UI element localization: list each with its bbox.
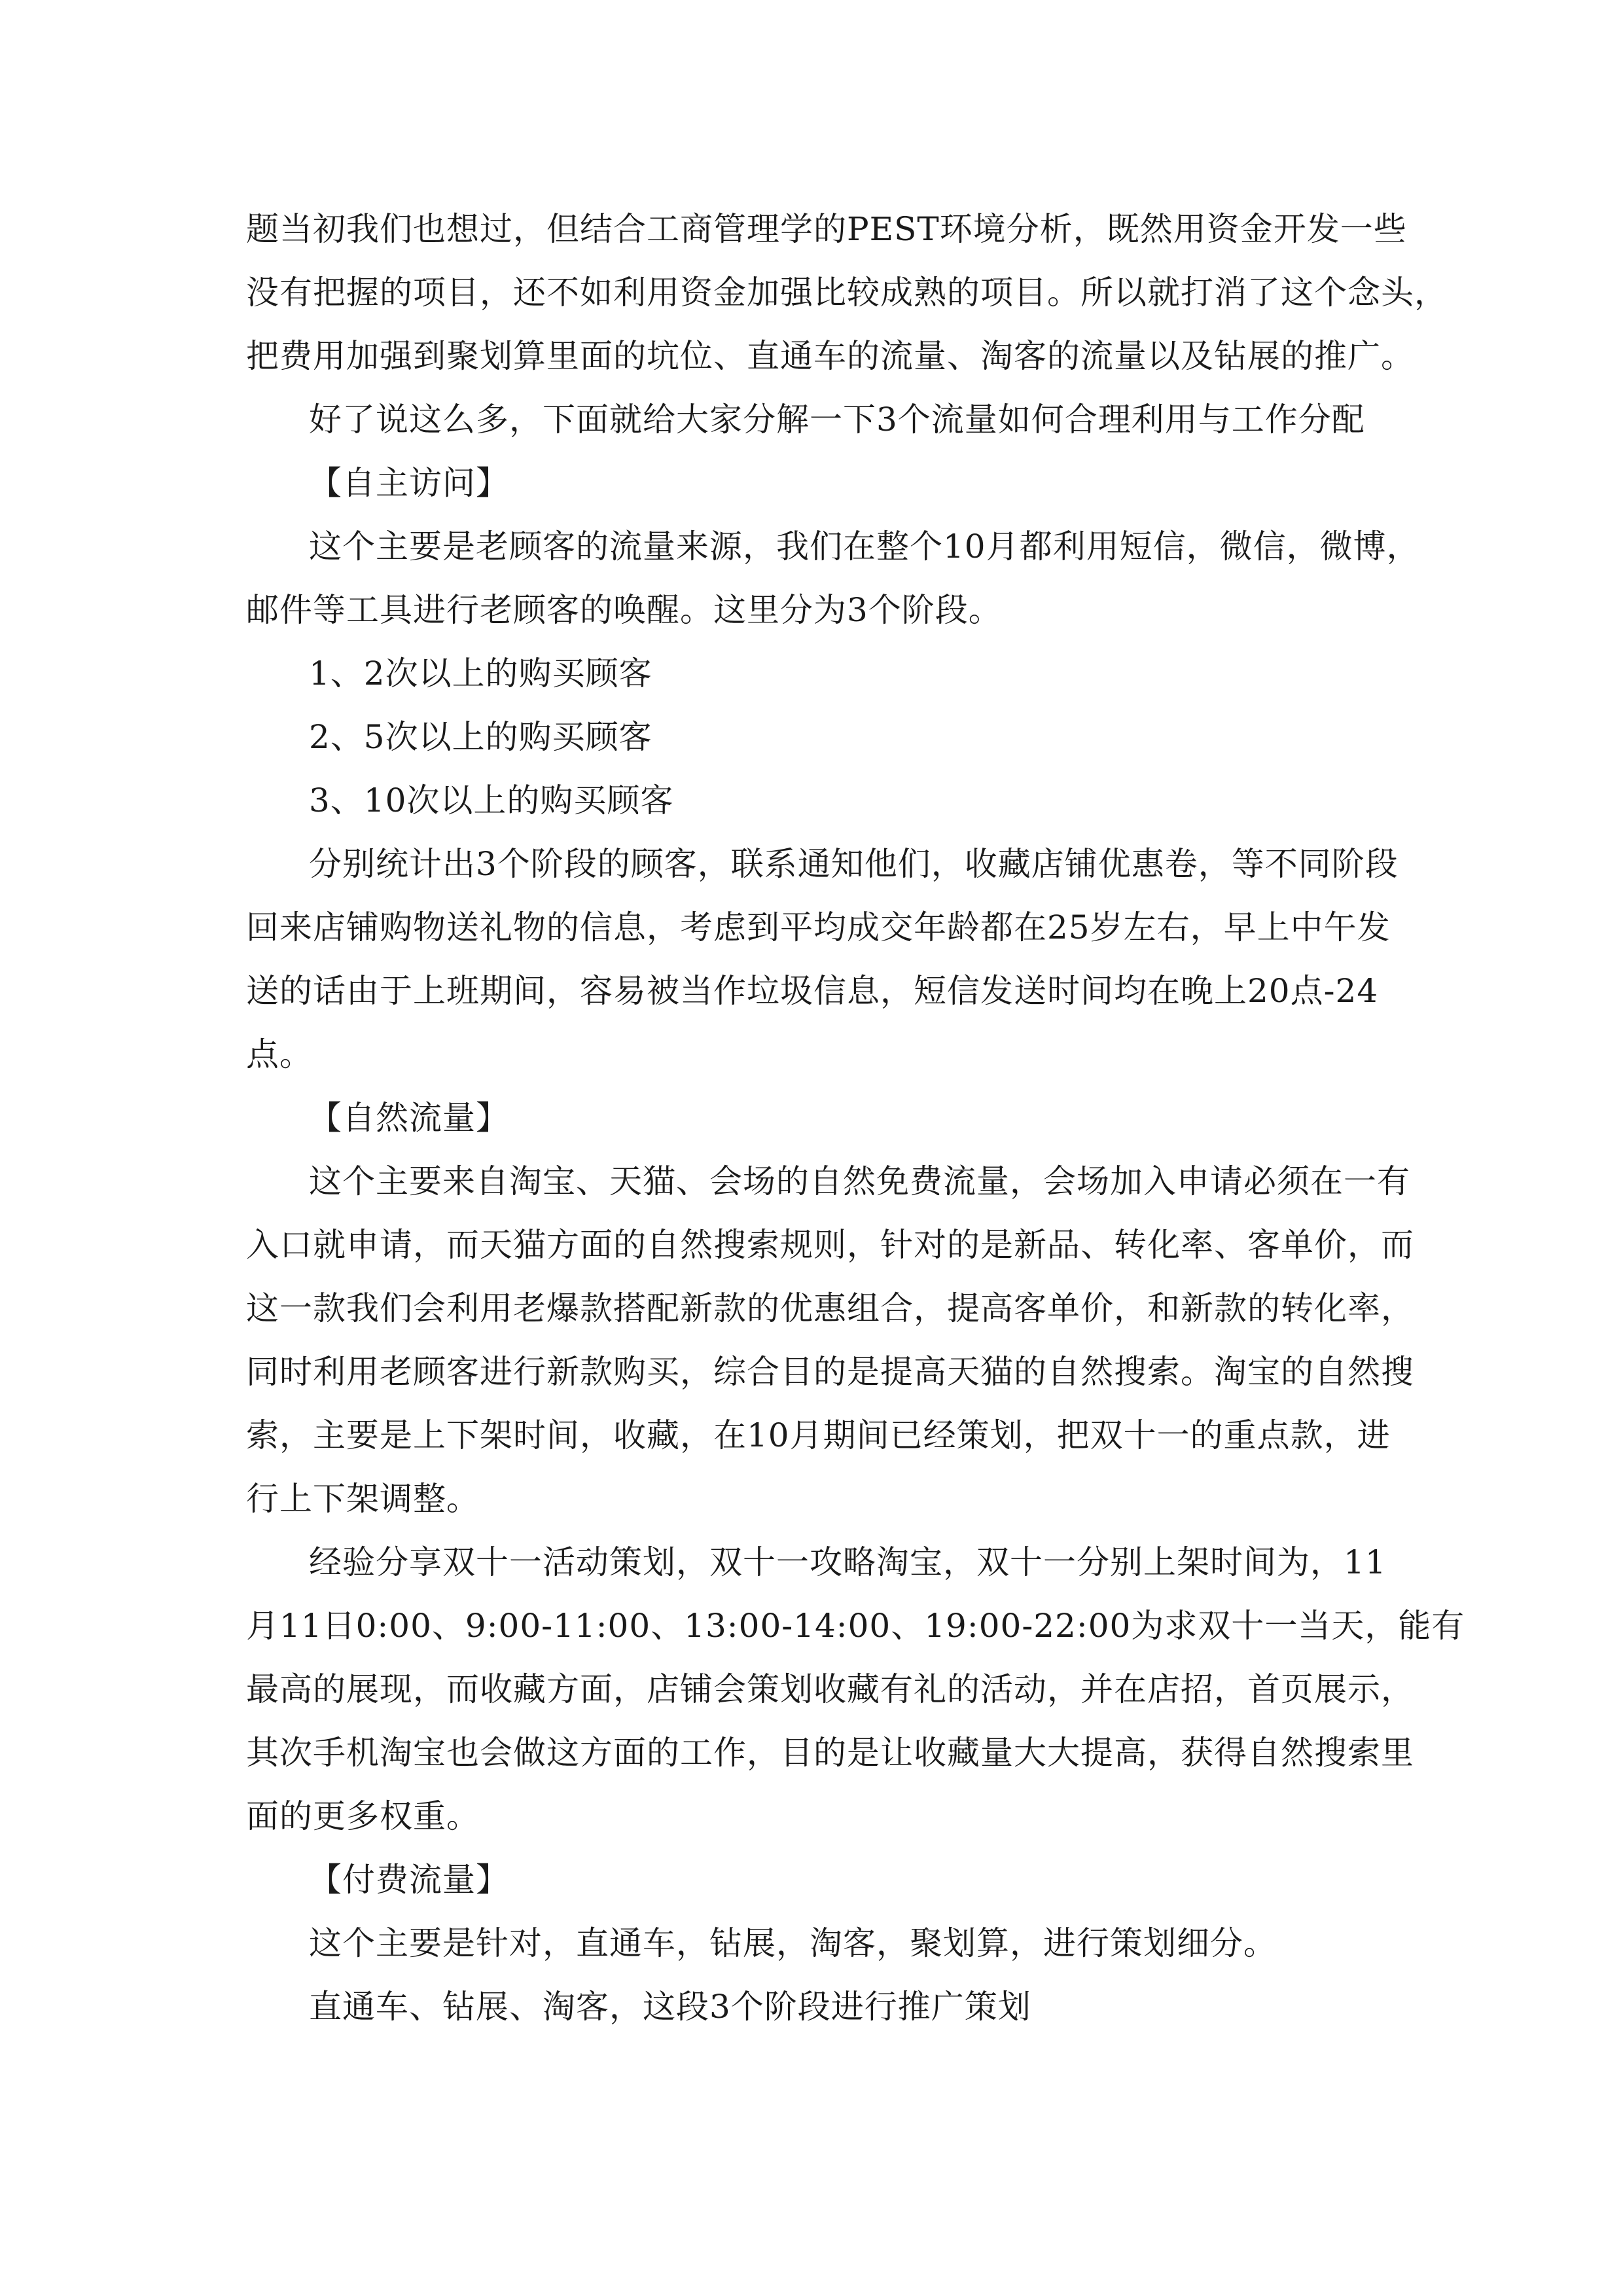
body-text-line: 把费用加强到聚划算里面的坑位、直通车的流量、淘客的流量以及钻展的推广。 [246,337,1414,375]
body-text-line: 直通车、钻展、淘客，这段3个阶段进行推广策划 [309,1988,1031,2026]
body-text-line: 没有把握的项目，还不如利用资金加强比较成熟的项目。所以就打消了这个念头， [246,274,1448,312]
body-text-line: 点。 [246,1035,313,1073]
body-text-line: 题当初我们也想过，但结合工商管理学的PEST环境分析，既然用资金开发一些 [246,210,1407,248]
body-text-line: 这个主要是老顾客的流量来源，我们在整个10月都利用短信，微信，微博， [309,528,1420,565]
body-text-line: 索，主要是上下架时间，收藏，在10月期间已经策划，把双十一的重点款，进 [246,1416,1391,1454]
section-heading-paid-traffic: 【付费流量】 [309,1861,509,1899]
body-text-line: 送的话由于上班期间，容易被当作垃圾信息，短信发送时间均在晚上20点-24 [246,972,1379,1010]
body-text-line: 这一款我们会利用老爆款搭配新款的优惠组合，提高客单价，和新款的转化率， [246,1289,1414,1327]
body-text-line: 其次手机淘宝也会做这方面的工作，目的是让收藏量大大提高，获得自然搜索里 [246,1734,1414,1772]
body-text-line: 入口就申请，而天猫方面的自然搜索规则，针对的是新品、转化率、客单价，而 [246,1226,1414,1264]
body-text-line: 这个主要来自淘宝、天猫、会场的自然免费流量，会场加入申请必须在一有 [309,1162,1410,1200]
list-item: 2、5次以上的购买顾客 [309,718,652,756]
body-text-line: 邮件等工具进行老顾客的唤醒。这里分为3个阶段。 [246,591,1002,629]
body-text-line: 好了说这么多，下面就给大家分解一下3个流量如何合理利用与工作分配 [309,401,1365,439]
body-text-line: 分别统计出3个阶段的顾客，联系通知他们，收藏店铺优惠卷，等不同阶段 [309,845,1399,883]
section-heading-direct-visit: 【自主访问】 [309,464,509,502]
list-item: 3、10次以上的购买顾客 [309,781,674,819]
list-item: 1、2次以上的购买顾客 [309,655,652,692]
body-text-line: 月11日0:00、9:00-11:00、13:00-14:00、19:00-22:00为求双十一当天，能有 [246,1607,1465,1645]
body-text-line: 同时利用老顾客进行新款购买，综合目的是提高天猫的自然搜索。淘宝的自然搜 [246,1353,1414,1391]
section-heading-natural-traffic: 【自然流量】 [309,1099,509,1137]
body-text-line: 这个主要是针对，直通车，钻展，淘客，聚划算，进行策划细分。 [309,1924,1277,1962]
body-text-line: 回来店铺购物送礼物的信息，考虑到平均成交年龄都在25岁左右，早上中午发 [246,908,1391,946]
body-text-line: 行上下架调整。 [246,1480,480,1518]
body-text-line: 经验分享双十一活动策划，双十一攻略淘宝，双十一分别上架时间为，11 [309,1543,1387,1581]
body-text-line: 面的更多权重。 [246,1797,480,1835]
body-text-line: 最高的展现，而收藏方面，店铺会策划收藏有礼的活动，并在店招，首页展示， [246,1670,1414,1708]
